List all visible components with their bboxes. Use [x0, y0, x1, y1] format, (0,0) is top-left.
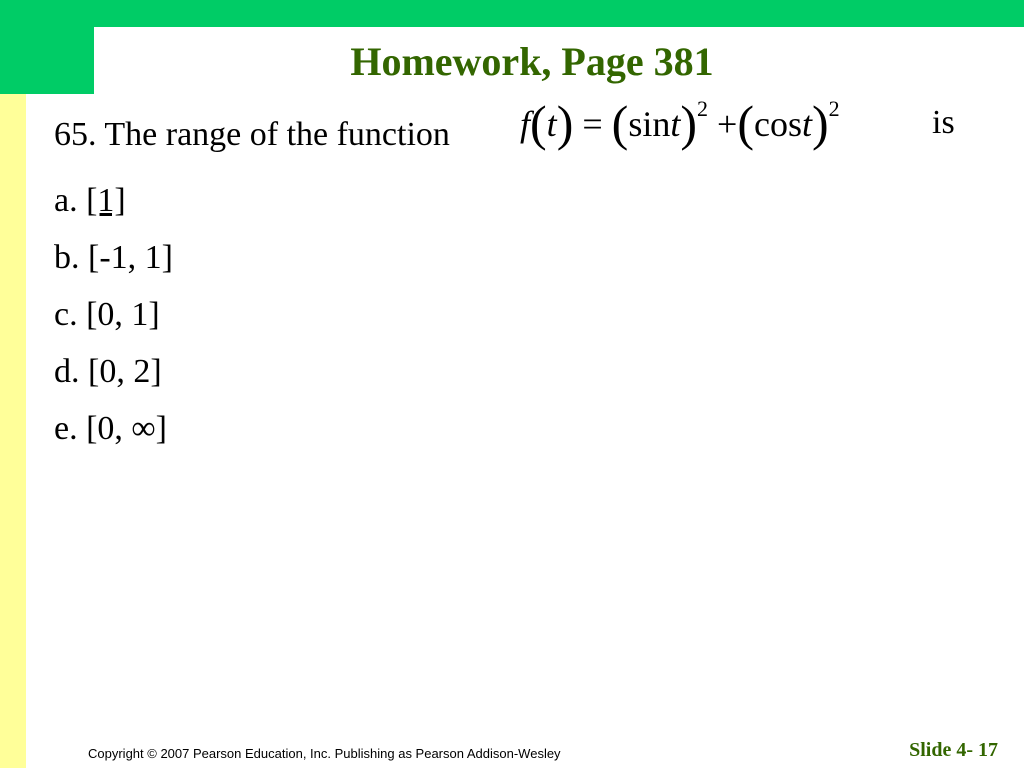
- option-c: [54, 286, 173, 343]
- formula-var-sin: t: [670, 104, 681, 144]
- option-letter: c.: [54, 296, 78, 333]
- formula-exp-1: 2: [697, 96, 708, 121]
- function-formula: $f(t) = (\sin t)^2 +(\cos t)^2$: [520, 95, 840, 151]
- option-value[interactable]: [1]: [86, 182, 126, 219]
- option-a: [54, 172, 173, 229]
- slide-number: Slide 4- 17: [909, 739, 998, 761]
- formula-exp-2: 2: [828, 96, 840, 121]
- formula-cos: cos: [753, 104, 802, 144]
- option-letter: b.: [54, 239, 80, 276]
- question-suffix: is: [932, 104, 955, 141]
- answer-options: [54, 172, 173, 457]
- option-e: [54, 400, 173, 457]
- top-decorative-bar: [0, 0, 1024, 27]
- formula-equals: =: [582, 104, 603, 144]
- option-value: [0, ∞]: [86, 410, 167, 447]
- slide-title: Homework, Page 381: [350, 39, 714, 84]
- option-d: [54, 343, 173, 400]
- question-text: 65. The range of the function: [54, 116, 450, 153]
- option-b: [54, 229, 173, 286]
- option-value: [0, 1]: [86, 296, 160, 333]
- option-letter: e.: [54, 410, 78, 447]
- formula-plus: +: [717, 104, 738, 144]
- formula-func: f: [520, 104, 531, 144]
- formula-sin: sin: [628, 104, 671, 144]
- option-letter: d.: [54, 353, 80, 390]
- formula-var: t: [546, 104, 557, 144]
- option-value: [-1, 1]: [88, 239, 173, 276]
- left-decorative-bar: [0, 0, 26, 768]
- option-value: [0, 2]: [88, 353, 162, 390]
- option-letter: a.: [54, 182, 78, 219]
- copyright-footer: Copyright © 2007 Pearson Education, Inc. Publishing as Pearson Addison-Wesley: [88, 746, 561, 761]
- formula-var-cos: t: [801, 104, 812, 144]
